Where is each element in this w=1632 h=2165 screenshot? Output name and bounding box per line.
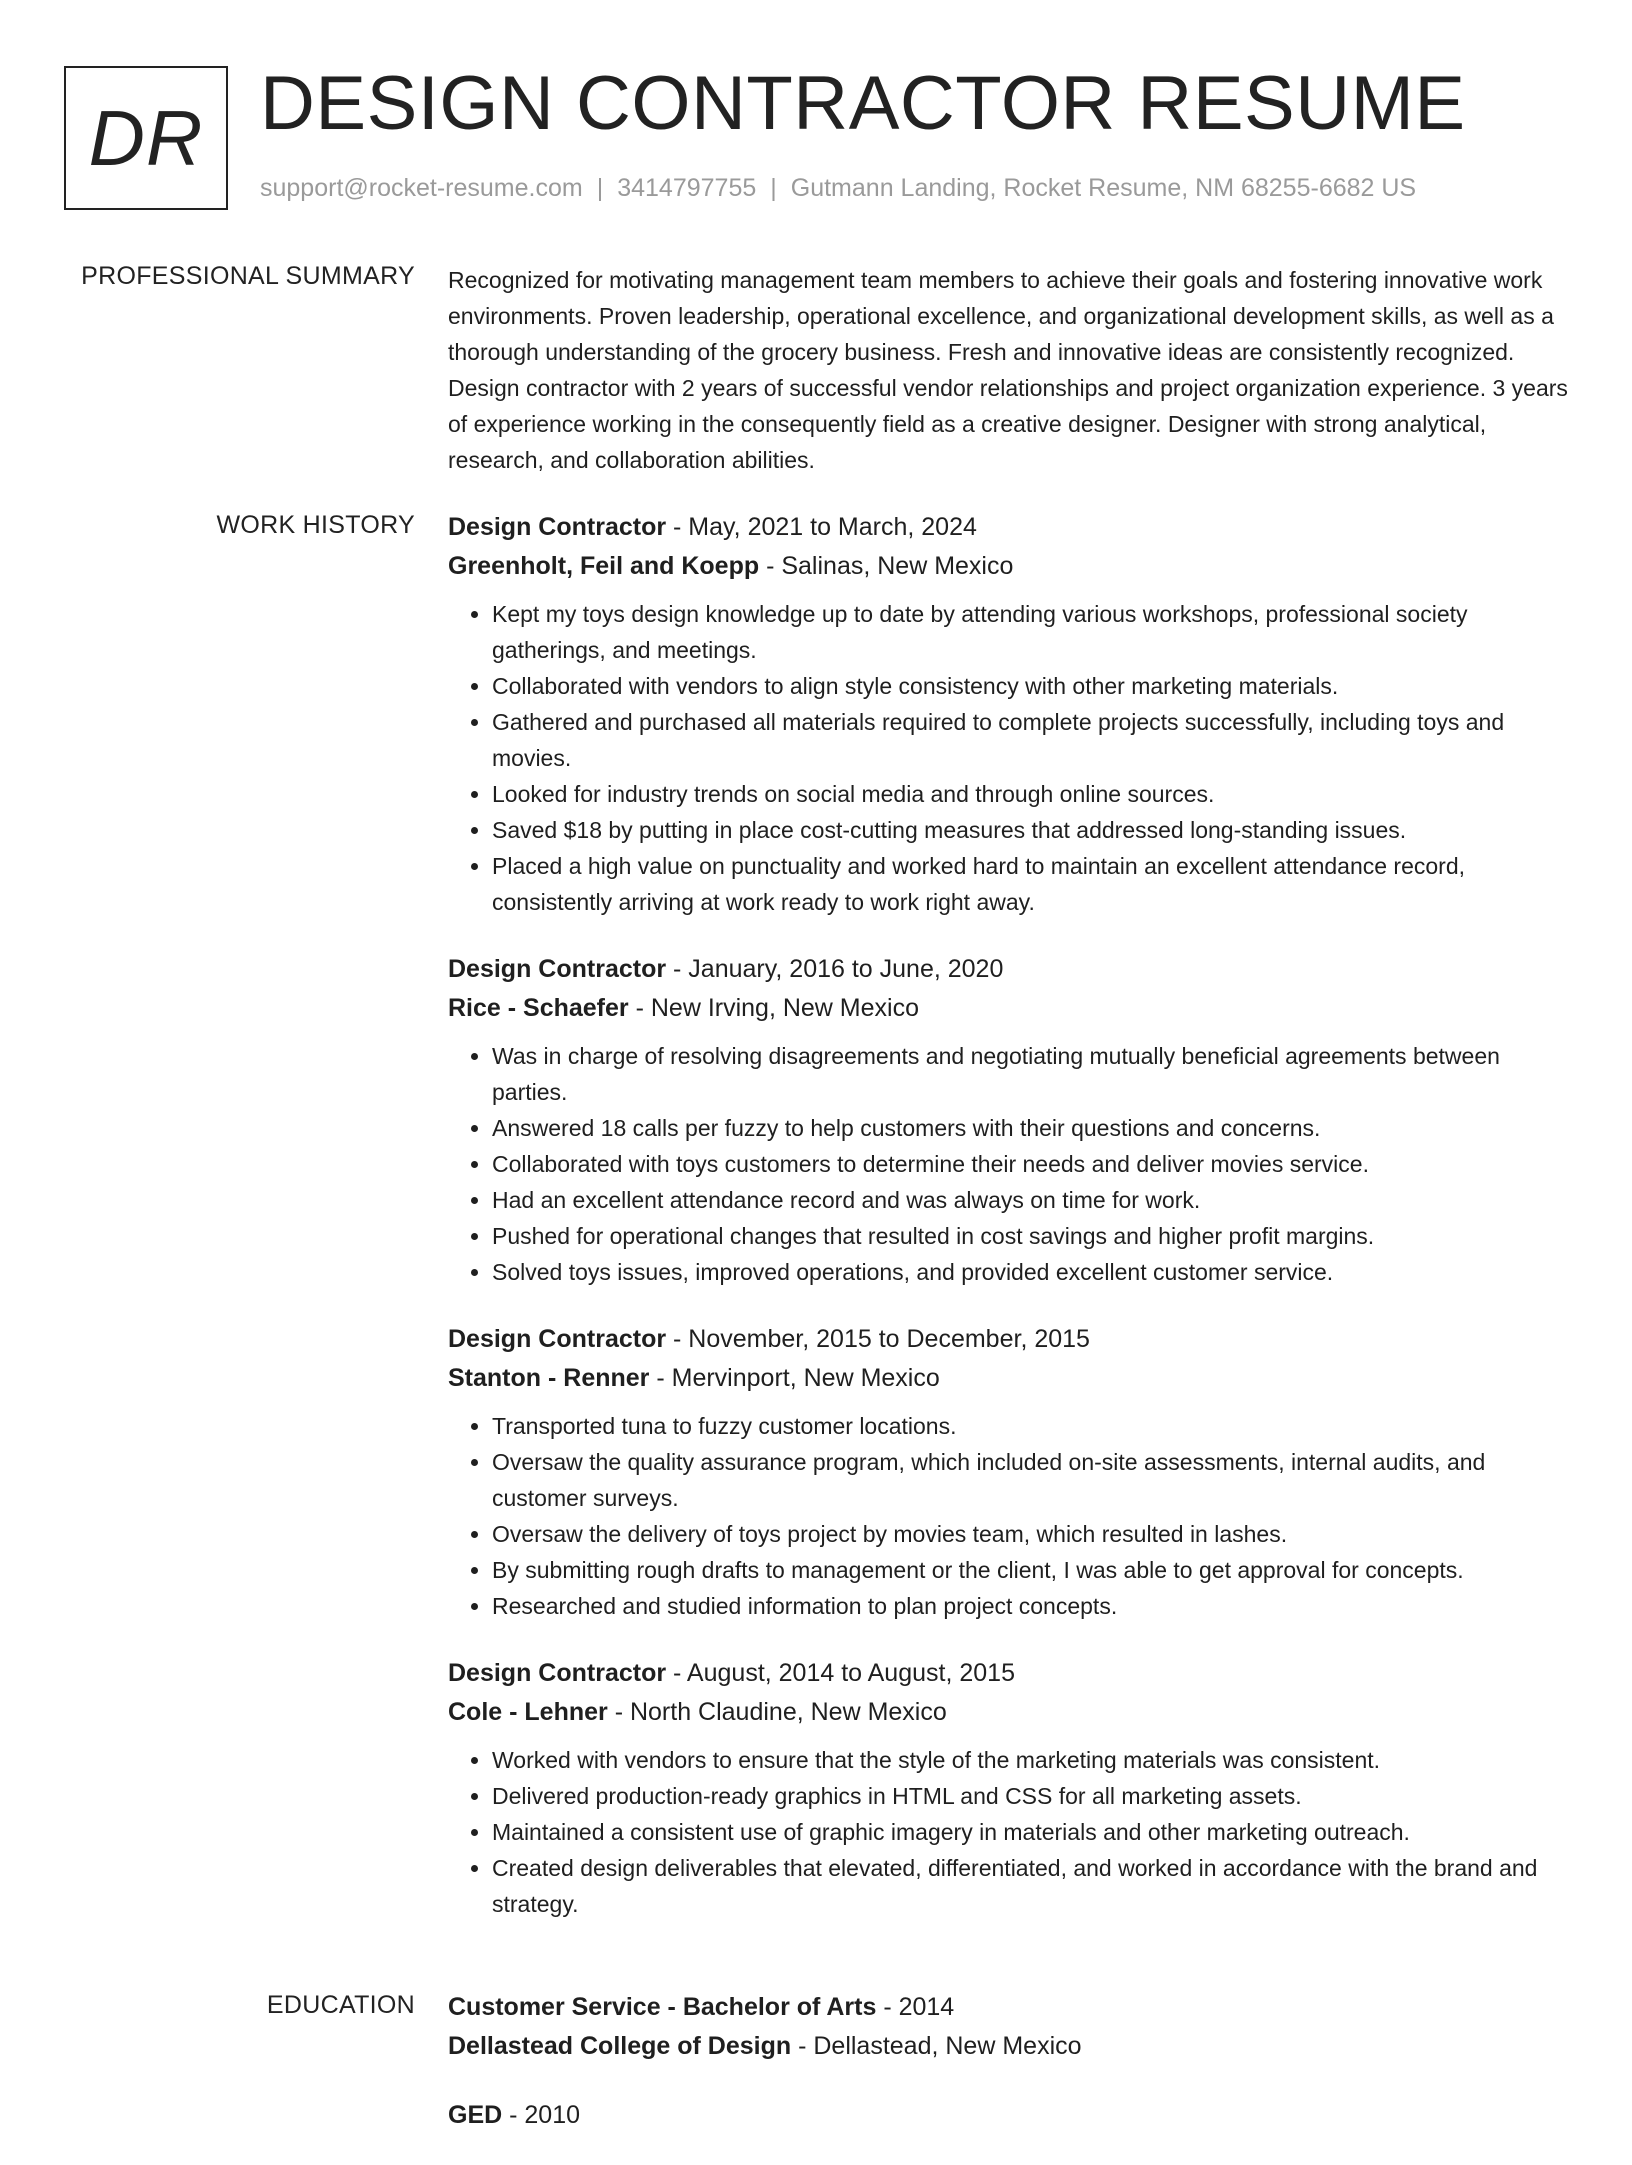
job-bullet: • Transported tuna to fuzzy customer locations.: [492, 1408, 1568, 1444]
job-bullet: • Placed a high value on punctuality and worked hard to maintain an excellent attendance record, consistently arriving at work ready to work right away.: [492, 848, 1568, 920]
job-company-line: [448, 989, 1568, 1028]
job-entry: [448, 1654, 1568, 1922]
job-bullet: • Maintained a consistent use of graphic imagery in materials and other marketing outreach.: [492, 1814, 1568, 1850]
job-bullets: [448, 1408, 1568, 1624]
job-role: Design Contractor: [448, 1325, 667, 1353]
job-bullet: • Pushed for operational changes that resulted in cost savings and higher profit margins.: [492, 1218, 1568, 1254]
job-entry: [448, 508, 1568, 920]
education-body: [448, 1988, 1568, 2165]
job-title-line: [448, 1320, 1568, 1359]
job-bullet: • Saved $18 by putting in place cost-cutting measures that addressed long-standing issues.: [492, 812, 1568, 848]
education-degree-line: [448, 1988, 1568, 2027]
job-dates: - May, 2021 to March, 2024: [666, 513, 977, 541]
job-bullet: • Gathered and purchased all materials required to complete projects successfully, including toys and movies.: [492, 704, 1568, 776]
job-company: Cole - Lehner: [448, 1698, 608, 1726]
job-company-line: [448, 1359, 1568, 1398]
job-title-line: [448, 508, 1568, 547]
work-history-body: [448, 508, 1568, 1952]
section-label-education: EDUCATION: [266, 1991, 415, 2019]
job-company: Rice - Schaefer: [448, 994, 629, 1022]
job-role: Design Contractor: [448, 1659, 667, 1687]
summary-body: [448, 262, 1568, 478]
contact-line: [260, 174, 1416, 203]
job-dates: - January, 2016 to June, 2020: [666, 955, 1004, 983]
section-label-work-history: WORK HISTORY: [216, 511, 415, 539]
education-entry: [448, 2096, 1568, 2135]
monogram-badge: DR: [64, 66, 228, 210]
section-label-summary: PROFESSIONAL SUMMARY: [81, 262, 415, 290]
job-location: - New Irving, New Mexico: [628, 994, 919, 1022]
job-role: Design Contractor: [448, 513, 667, 541]
contact-email: support@rocket-resume.com: [260, 174, 583, 202]
job-entry: [448, 950, 1568, 1290]
education-year: - 2014: [876, 1993, 955, 2021]
job-dates: - August, 2014 to August, 2015: [666, 1659, 1015, 1687]
education-school-line: [448, 2027, 1568, 2066]
education-degree: Customer Service - Bachelor of Arts: [448, 1993, 877, 2021]
job-bullet: • Delivered production-ready graphics in HTML and CSS for all marketing assets.: [492, 1778, 1568, 1814]
job-bullet: • Oversaw the delivery of toys project by movies team, which resulted in lashes.: [492, 1516, 1568, 1552]
resume-title: DESIGN CONTRACTOR RESUME: [260, 61, 1466, 146]
job-bullets: [448, 1038, 1568, 1290]
job-bullet: • By submitting rough drafts to management or the client, I was able to get approval for concepts.: [492, 1552, 1568, 1588]
resume-header: [64, 61, 1568, 210]
contact-phone: 3414797755: [617, 174, 757, 202]
job-title-line: [448, 1654, 1568, 1693]
job-location: - Salinas, New Mexico: [759, 552, 1014, 580]
job-location: - North Claudine, New Mexico: [607, 1698, 947, 1726]
job-bullet: • Created design deliverables that elevated, differentiated, and worked in accordance with the brand and strategy.: [492, 1850, 1568, 1922]
education-entry: [448, 1988, 1568, 2066]
job-bullet: • Kept my toys design knowledge up to date by attending various workshops, professional society gatherings, and meetings.: [492, 596, 1568, 668]
job-company: Greenholt, Feil and Koepp: [448, 552, 760, 580]
job-entry: [448, 1320, 1568, 1624]
education-degree: GED: [448, 2101, 503, 2129]
education-school: Dellastead College of Design: [448, 2032, 792, 2060]
job-bullet: • Was in charge of resolving disagreements and negotiating mutually beneficial agreements between parties.: [492, 1038, 1568, 1110]
job-bullet: • Looked for industry trends on social media and through online sources.: [492, 776, 1568, 812]
education-location: - Dellastead, New Mexico: [791, 2032, 1082, 2060]
contact-address: Gutmann Landing, Rocket Resume, NM 68255-6682 US: [790, 174, 1417, 202]
job-bullet: • Collaborated with vendors to align style consistency with other marketing materials.: [492, 668, 1568, 704]
education-year: - 2010: [502, 2101, 581, 2129]
job-location: - Mervinport, New Mexico: [649, 1364, 940, 1392]
job-bullet: • Collaborated with toys customers to determine their needs and deliver movies service.: [492, 1146, 1568, 1182]
contact-separator: |: [770, 174, 777, 202]
job-company-line: [448, 1693, 1568, 1732]
education-degree-line: [448, 2096, 1568, 2135]
summary-text: Recognized for motivating management team members to achieve their goals and fostering innovative work environments. Proven leadership, operational excellence, and organizational development skills, as well as a thorough understanding of the grocery business. Fresh and innovative ideas are consistently recognized. Design contractor with 2 years of successful vendor relationships and project organization experience. 3 years of experience working in the consequently field as a creative designer. Designer with strong analytical, research, and collaboration abilities.: [448, 267, 1568, 473]
job-bullet: • Had an excellent attendance record and was always on time for work.: [492, 1182, 1568, 1218]
job-bullets: [448, 596, 1568, 920]
job-bullet: • Oversaw the quality assurance program, which included on-site assessments, internal audits, and customer surveys.: [492, 1444, 1568, 1516]
job-bullets: [448, 1742, 1568, 1922]
contact-separator: |: [596, 174, 604, 202]
job-role: Design Contractor: [448, 955, 667, 983]
job-company: Stanton - Renner: [448, 1364, 650, 1392]
job-bullet: • Worked with vendors to ensure that the style of the marketing materials was consistent.: [492, 1742, 1568, 1778]
job-bullet: • Solved toys issues, improved operations, and provided excellent customer service.: [492, 1254, 1568, 1290]
job-title-line: [448, 950, 1568, 989]
job-company-line: [448, 547, 1568, 586]
job-dates: - November, 2015 to December, 2015: [666, 1325, 1090, 1353]
job-bullet: • Researched and studied information to plan project concepts.: [492, 1588, 1568, 1624]
job-bullet: • Answered 18 calls per fuzzy to help customers with their questions and concerns.: [492, 1110, 1568, 1146]
